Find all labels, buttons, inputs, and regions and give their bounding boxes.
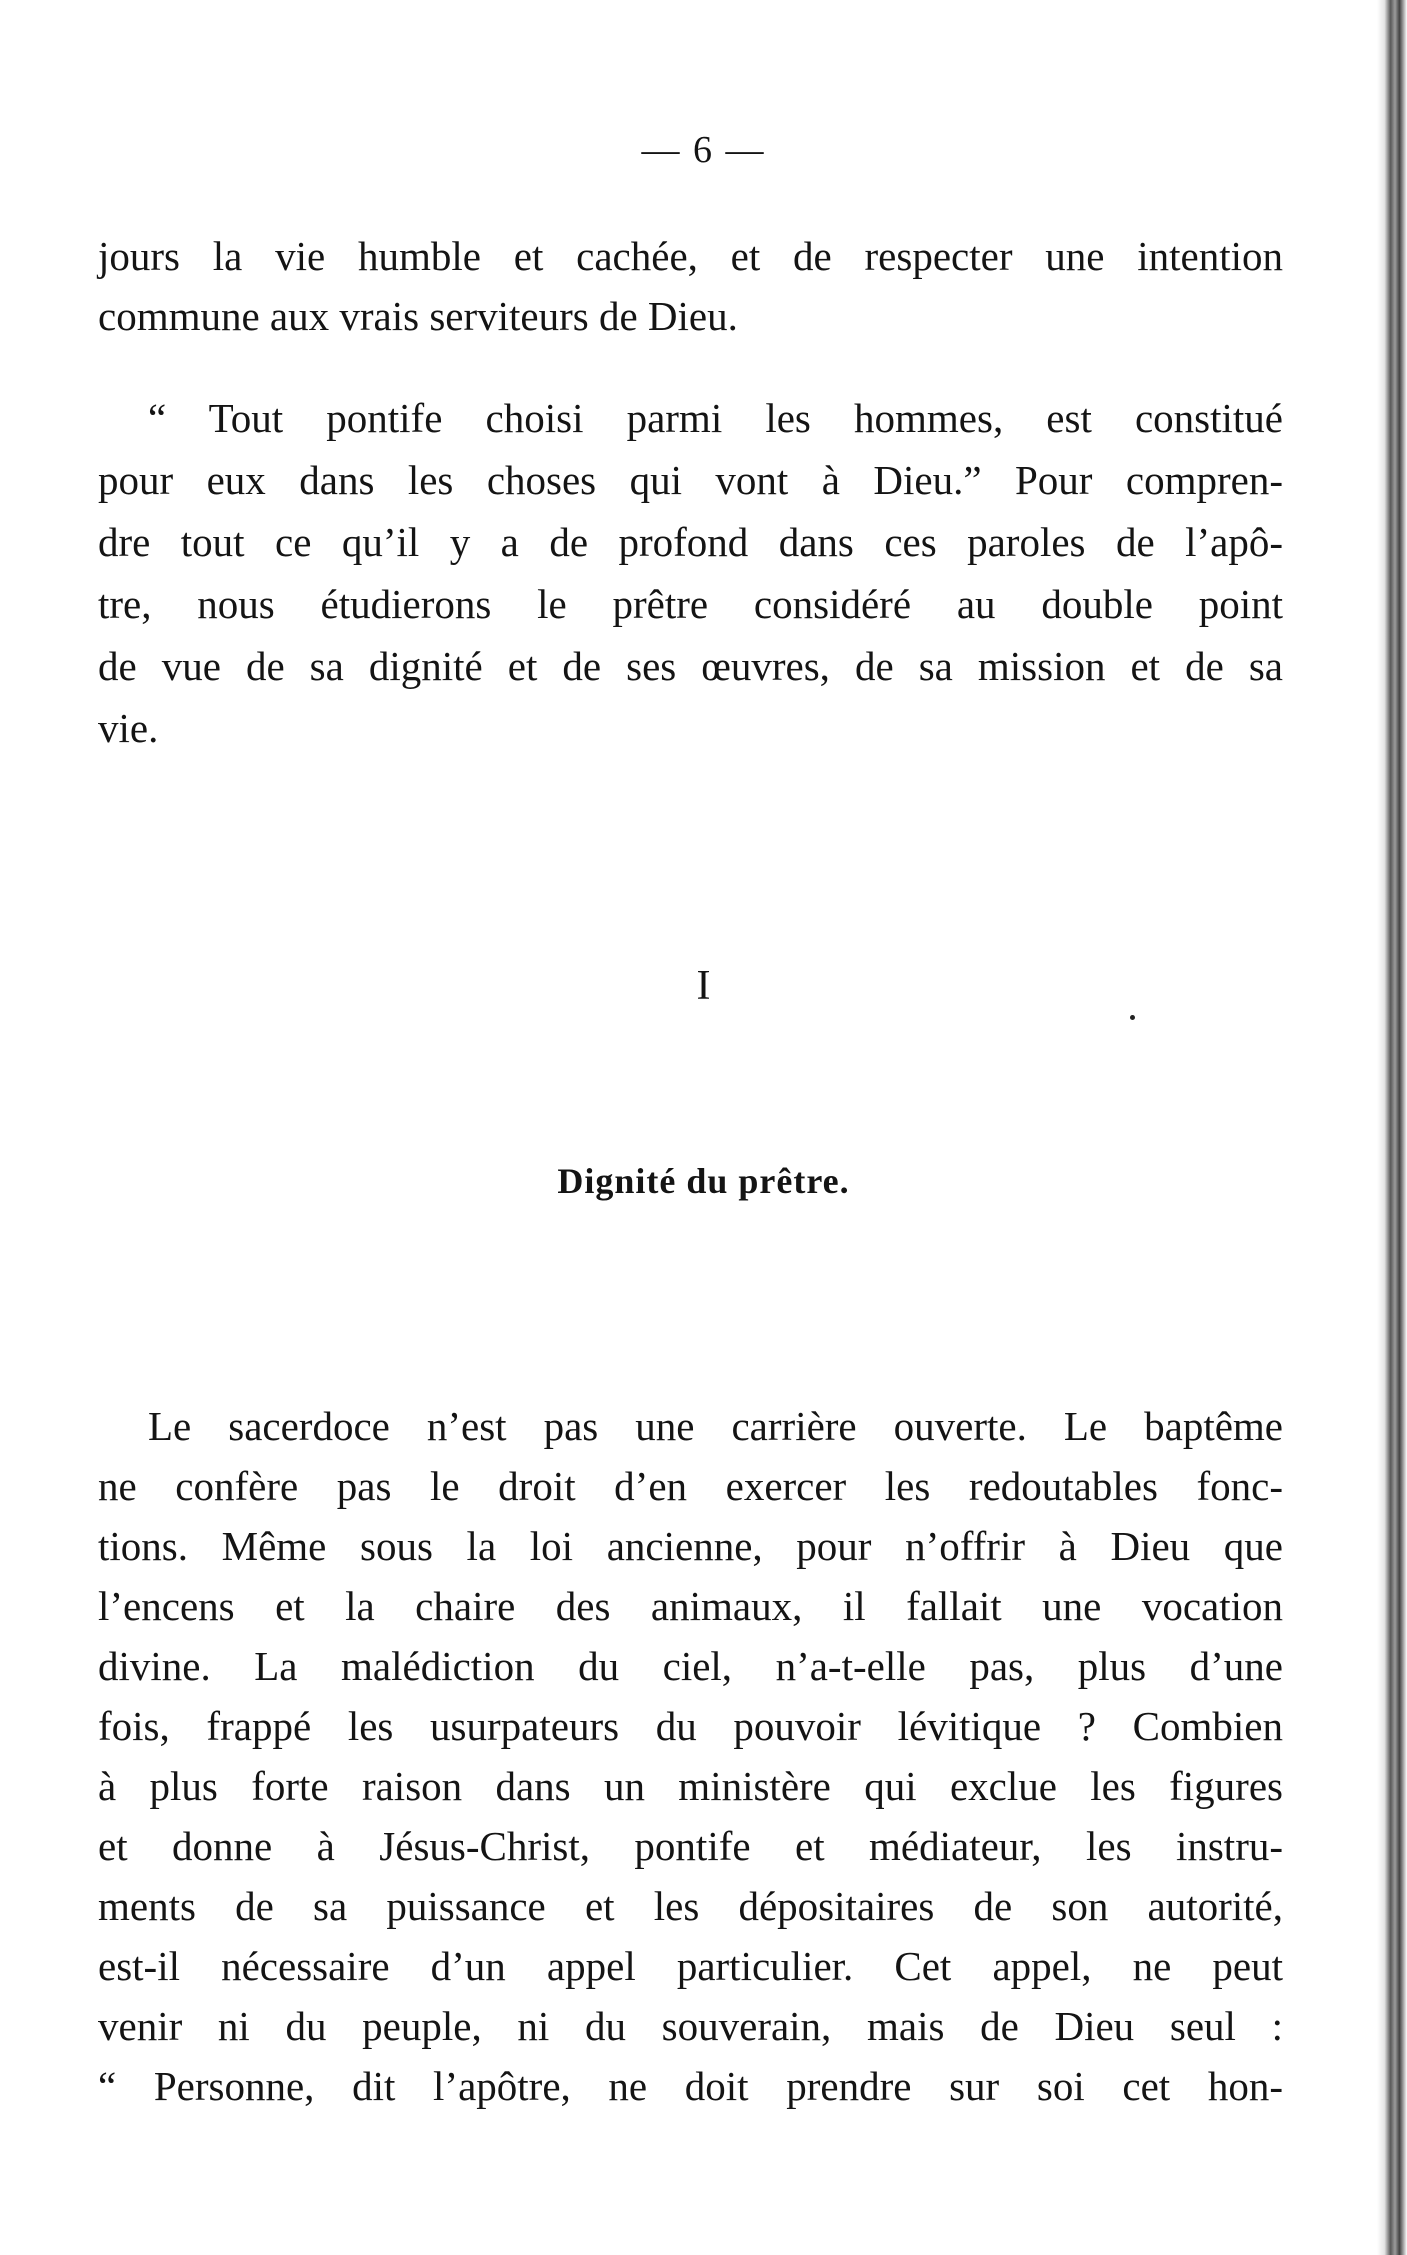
text-line: venir ni du peuple, ni du souverain, mais de Dieu seul : xyxy=(98,2003,1283,2049)
text-line: Le sacerdoce n’est pas une carrière ouverte. Le baptême xyxy=(148,1403,1283,1449)
section-number: I xyxy=(696,963,711,1009)
text-line: l’encens et la chaire des animaux, il fallait une vocation xyxy=(98,1583,1283,1629)
text-line: divine. La malédiction du ciel, n’a-t-elle pas, plus d’une xyxy=(98,1643,1283,1689)
text-line: fois, frappé les usurpateurs du pouvoir lévitique ? Combien xyxy=(98,1703,1283,1749)
text-line: “ Tout pontife choisi parmi les hommes, est constitué xyxy=(148,395,1283,441)
text-line: tre, nous étudierons le prêtre considéré au double point xyxy=(98,581,1283,627)
page-number: — 6 — xyxy=(641,129,766,171)
text-line: est-il nécessaire d’un appel particulier. Cet appel, ne peut xyxy=(98,1943,1283,1989)
text-line: ments de sa puissance et les dépositaires de son autorité, xyxy=(98,1883,1283,1929)
section-title: Dignité du prêtre. xyxy=(557,1161,850,1201)
text-line: et donne à Jésus-Christ, pontife et médiateur, les instru- xyxy=(98,1823,1283,1869)
ink-speck xyxy=(1130,1015,1135,1020)
text-line: tions. Même sous la loi ancienne, pour n’offrir à Dieu que xyxy=(98,1523,1283,1569)
text-line: commune aux vrais serviteurs de Dieu. xyxy=(98,293,738,339)
text-line: vie. xyxy=(98,705,159,751)
text-line: dre tout ce qu’il y a de profond dans ces paroles de l’apô- xyxy=(98,519,1283,565)
text-line: à plus forte raison dans un ministère qui exclue les figures xyxy=(98,1763,1283,1809)
text-line: pour eux dans les choses qui vont à Dieu.” Pour compren- xyxy=(98,457,1283,503)
text-line: “ Personne, dit l’apôtre, ne doit prendre sur soi cet hon- xyxy=(98,2063,1283,2109)
binding-edge xyxy=(1377,0,1407,2255)
text-line: de vue de sa dignité et de ses œuvres, de sa mission et de sa xyxy=(98,643,1283,689)
text-line: ne confère pas le droit d’en exercer les redoutables fonc- xyxy=(98,1463,1283,1509)
text-line: jours la vie humble et cachée, et de respecter une intention xyxy=(98,233,1283,279)
